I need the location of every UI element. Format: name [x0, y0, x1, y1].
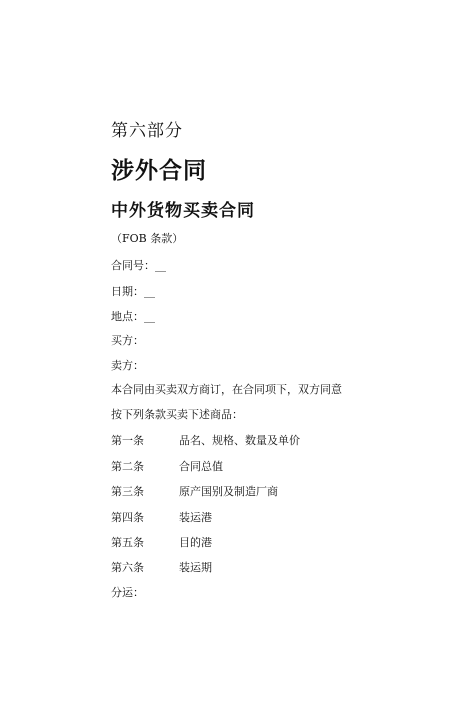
clause-row [111, 511, 212, 525]
clause-text: 目的港 [179, 536, 212, 549]
clause-row [111, 460, 223, 474]
clause-number: 第三条 [111, 485, 144, 498]
clause-row [111, 561, 212, 575]
contract-title: 中外货物买卖合同 [111, 201, 255, 221]
clause-number: 第六条 [111, 561, 144, 574]
clause-number: 第四条 [111, 511, 144, 524]
clause-number: 第二条 [111, 460, 144, 473]
clause-number: 第五条 [111, 536, 144, 549]
contract-subtitle: （FOB 条款） [111, 232, 184, 245]
seller-field: 卖方： [111, 359, 144, 372]
clause-row [111, 434, 300, 448]
clause-row [111, 485, 278, 499]
clause-number: 第一条 [111, 434, 144, 447]
clause-row [111, 536, 212, 550]
preamble-line-1: 本合同由买卖双方商订，在合同项下，双方同意 [111, 383, 342, 396]
place-field: 地点：__ [111, 310, 155, 323]
clause-text: 装运港 [179, 511, 212, 524]
date-field: 日期：__ [111, 285, 155, 298]
partial-shipment-field: 分运： [111, 586, 144, 599]
chapter-title: 涉外合同 [111, 158, 207, 184]
contract-number-field: 合同号：__ [111, 259, 166, 272]
clause-text: 装运期 [179, 561, 212, 574]
clause-text: 合同总值 [179, 460, 223, 473]
buyer-field: 买方： [111, 334, 144, 347]
clause-text: 品名、规格、数量及单价 [179, 434, 300, 447]
clause-text: 原产国别及制造厂商 [179, 485, 278, 498]
part-title: 第六部分 [111, 121, 183, 141]
preamble-line-2: 按下列条款买卖下述商品： [111, 408, 243, 421]
